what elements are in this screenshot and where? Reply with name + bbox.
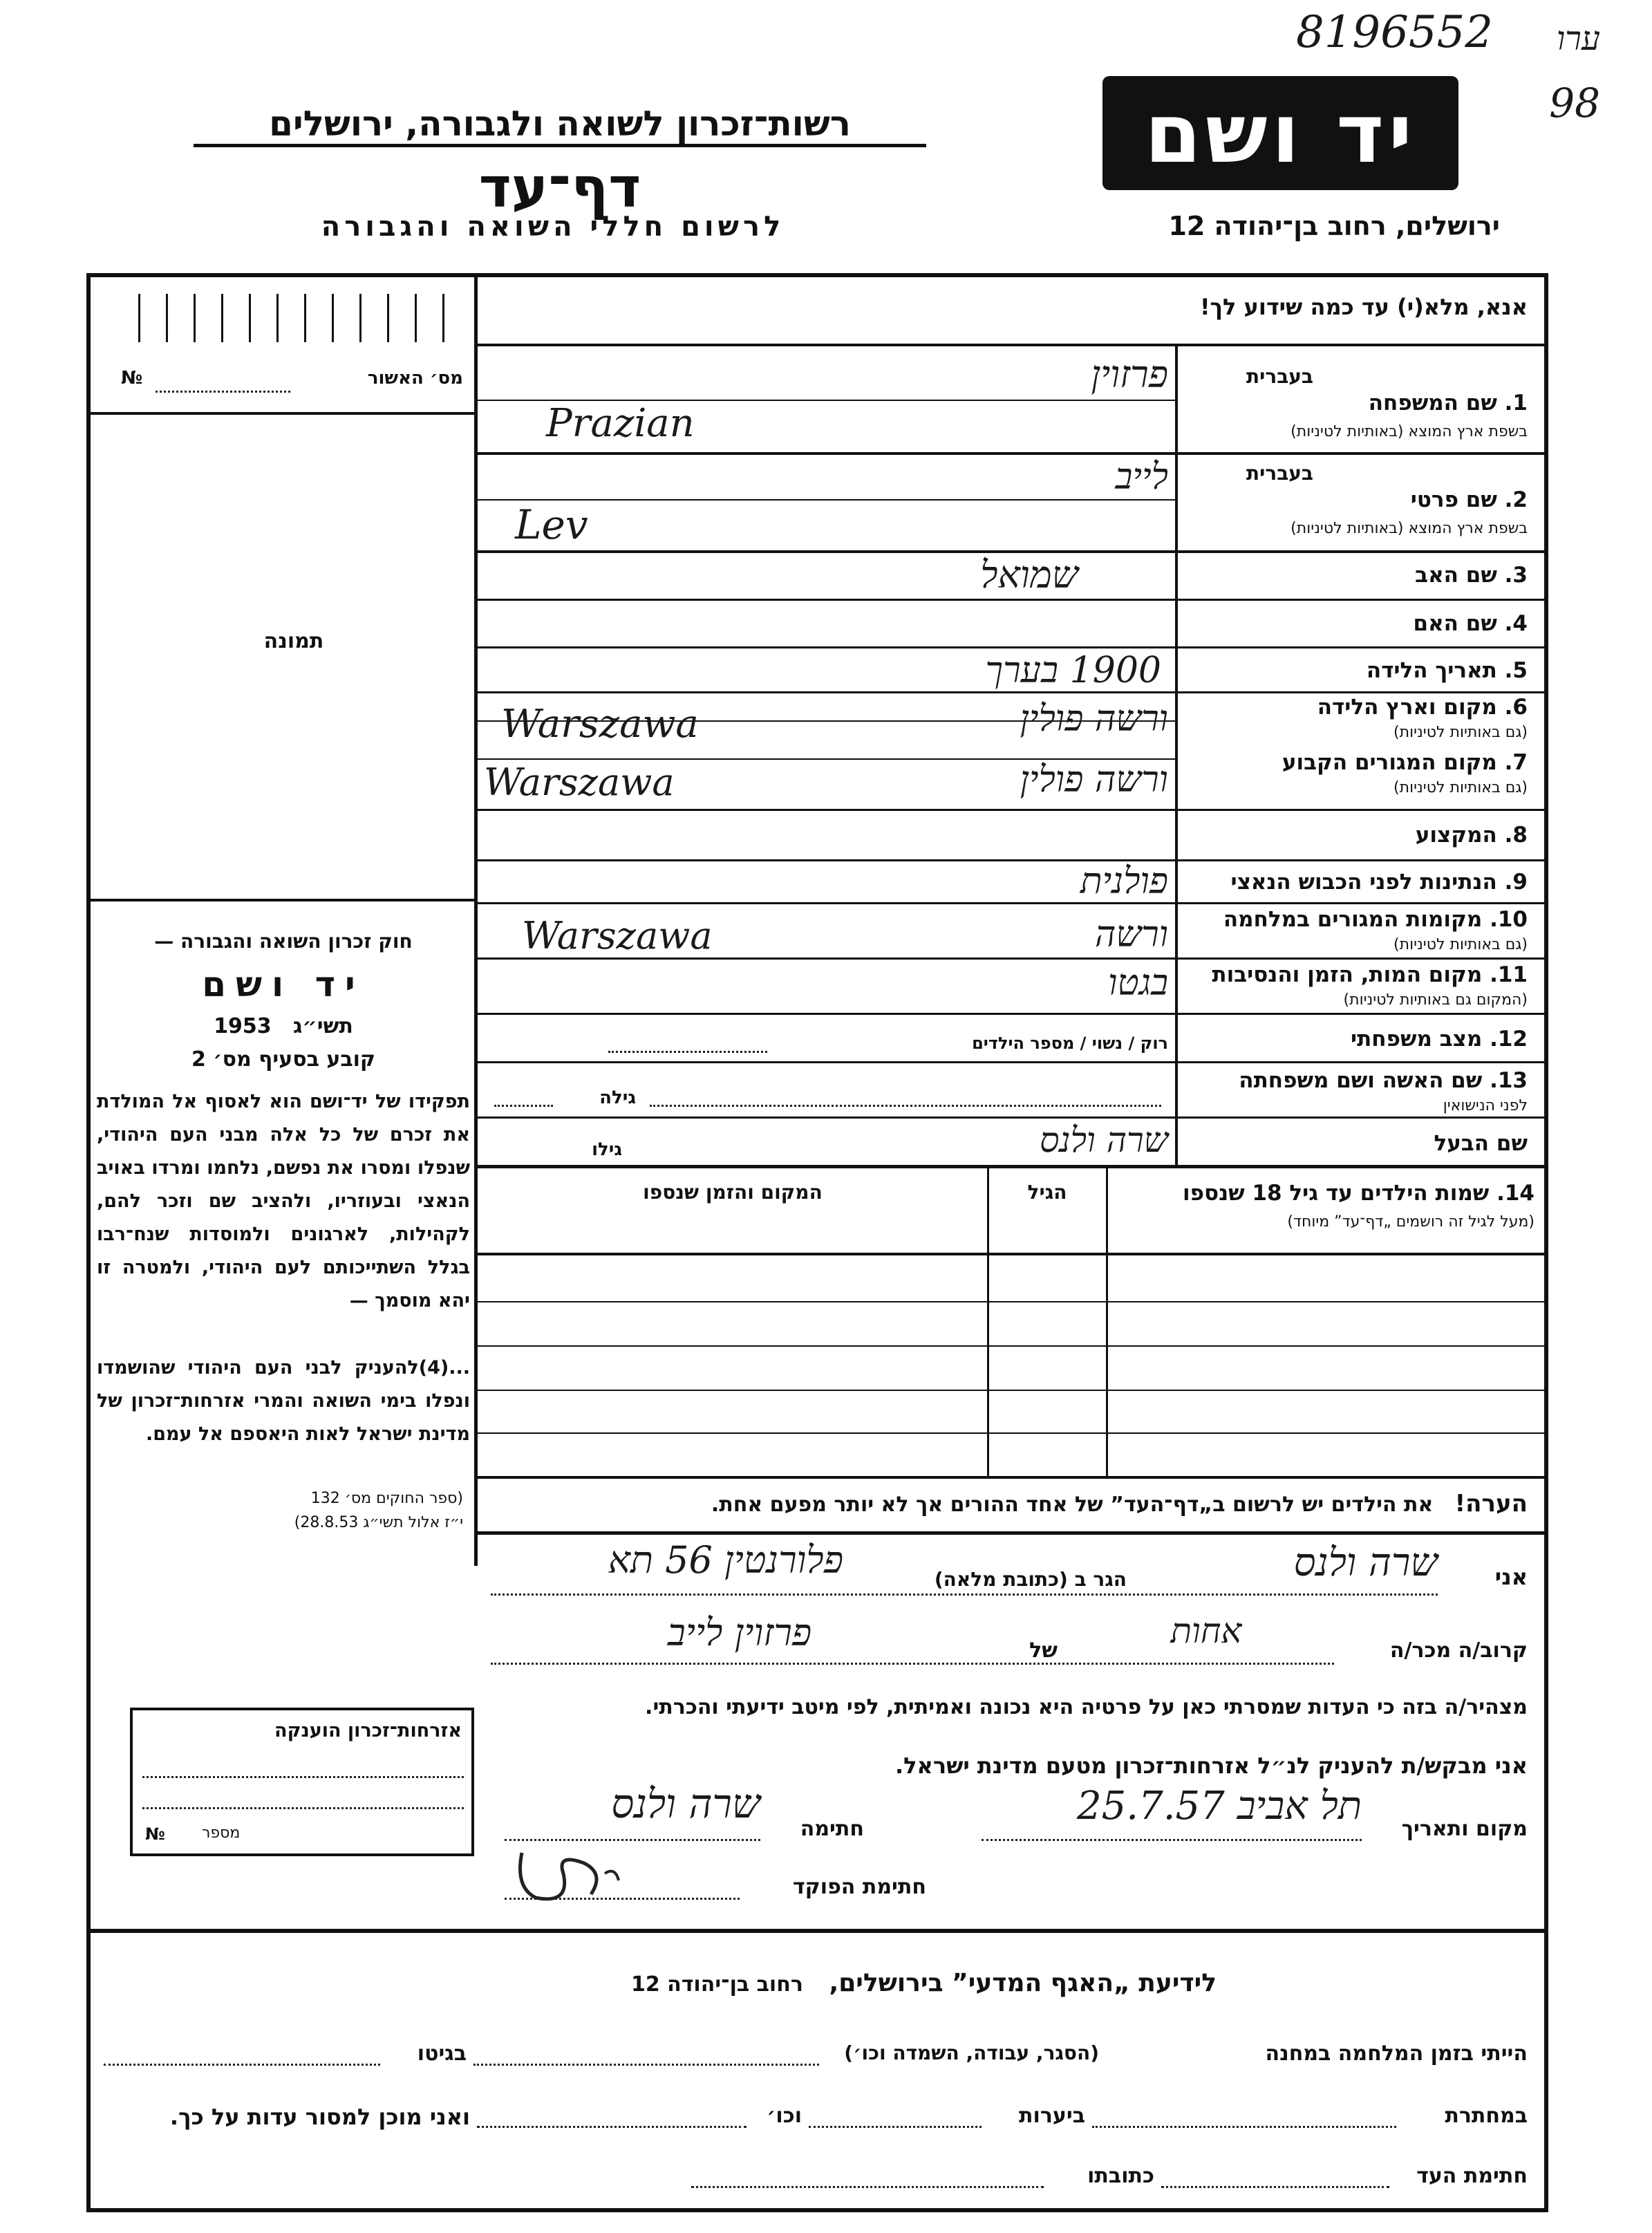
field-family-name-label: 1. שם המשפחה — [1368, 391, 1528, 415]
first-name-hebrew: לייב — [1115, 456, 1168, 498]
logo-text: יד ושם — [1144, 85, 1417, 181]
place-date-label: מקום ותאריך — [1401, 1817, 1528, 1841]
wife-sub: לפני הנישואין — [1443, 1097, 1528, 1114]
info-title-row — [484, 1969, 1217, 1997]
field-residence-label: 7. מקום המגורים הקבוע — [1282, 750, 1528, 775]
latin-also-7: (גם באותיות לטיניות) — [1393, 779, 1528, 796]
law-text: תפקידו של יד־ושם הוא לאסוף אל המולדת את זכרם של כל אלה מבני העם היהודי, שנפלו ומסרו את נפשם, נלחמו ומרדו באויב הנאצי ובעוזריו, ולהציב שם וזכר להם, לקהילות, לארגונים ולמוסדות שנח־רבו בגלל השתייכותם לעם היהודי, ולמטרה זו יהא מוסמך — — [97, 1091, 470, 1311]
residence: ורשה פולין — [1020, 759, 1168, 801]
husband-age-label: גילו — [592, 1139, 622, 1160]
law-clause: קובע בסעיף מס׳ 2 — [191, 1047, 376, 1072]
info-title: לידיעת „האגף המדעי” בירושלים, — [829, 1969, 1217, 1997]
decl-resident-label: הגר ב (כתובת מלאה) — [934, 1568, 1127, 1591]
info-line1-b: (הסגר, עבודה, השמדה וכו׳) — [844, 2042, 1099, 2064]
wife-age-label: גילה — [599, 1087, 636, 1108]
info-address: רחוב בן־יהודה 12 — [630, 1972, 803, 1997]
side-mark: 98 — [1549, 80, 1600, 127]
info-line2-d: ואני מוכן למסור עדות על כך. — [169, 2104, 470, 2130]
info-line2-b: ביערות — [1019, 2104, 1085, 2128]
ticks-row — [131, 294, 470, 346]
family-name-latin: Prazian — [546, 401, 695, 446]
yad-vashem-logo — [1102, 76, 1458, 190]
citizenship: פולנית — [1080, 861, 1168, 902]
death-sub: (המקום גם באותיות לטיניות) — [1343, 991, 1528, 1009]
info-line3-a: חתימת העד — [1416, 2164, 1528, 2188]
signature: שרה ולנס — [611, 1780, 760, 1827]
wartime-residence: ורשה — [1094, 914, 1168, 955]
header-address: ירושלים, רחוב בן־יהודה 12 — [1168, 211, 1500, 241]
first-name-latin: Lev — [515, 501, 588, 548]
authority-name: רשות־זכרון לשואה ולגבורה, ירושלים — [194, 104, 926, 147]
wartime-residence-latin: Warszawa — [522, 914, 713, 957]
children-sub: (מעל לגיל זה רושמים „דף־עד” מיוחד) — [1287, 1213, 1534, 1231]
law-year: תשי״ג 1953 — [214, 1014, 353, 1038]
citizenship-no-prefix: № — [145, 1824, 165, 1844]
note-label: הערה! — [1454, 1490, 1528, 1517]
field-husband-label: שם הבעל — [1434, 1131, 1528, 1156]
field-profession-label: 8. המקצוע — [1415, 823, 1528, 848]
approval-no-prefix: № — [121, 368, 143, 389]
citizenship-number-label: מספר — [202, 1824, 241, 1842]
info-line1-a: הייתי בזמן המלחמה במחנה — [1265, 2042, 1528, 2066]
husband-name: שרה ולנס — [1039, 1120, 1168, 1160]
birthplace-latin: Warszawa — [501, 702, 699, 747]
decl-request: אני מבקש/ת להעניק לנ״ל אזרחות־זכרון מטעם מדינת ישראל. — [895, 1753, 1528, 1779]
birthplace: ורשה פולין — [1020, 698, 1168, 740]
law-ref-2: י״ז אלול תשי״ג 28.8.53) — [294, 1514, 463, 1531]
children-col-place: המקום והזמן שנספו — [643, 1181, 823, 1204]
approval-label: מס׳ האשור — [367, 368, 463, 389]
field-marital-label: 12. מצב משפחתי — [1350, 1027, 1528, 1052]
decl-rel-name: פרזוין לייב — [667, 1611, 812, 1654]
info-line2-a: במחתרת — [1445, 2104, 1528, 2128]
info-line1-c: בגיטו — [417, 2042, 467, 2066]
photo-label: תמונה — [263, 629, 324, 653]
field-first-name-label: 2. שם פרטי — [1410, 487, 1528, 512]
children-col-age: הגיל — [1027, 1181, 1067, 1204]
decl-relative-label: קרוב/ה מכר/ה — [1389, 1638, 1528, 1663]
note-text: את הילדים יש לרשום ב„דף־העד” של אחד ההורים אך לא יותר מפעם אחת. — [711, 1493, 1434, 1517]
children-label: 14. שמות הילדים עד גיל 18 שנספו — [1183, 1181, 1534, 1206]
page-title: דף־עד — [478, 156, 641, 220]
decl-address: פלורנטין 56 תא — [608, 1538, 843, 1582]
citizenship-box — [130, 1708, 474, 1856]
marital-options: רוק / נשוי / מספר הילדים — [972, 1034, 1168, 1053]
lang-hebrew-2: בעברית — [1246, 462, 1313, 485]
family-name-hebrew: פרזוין — [1091, 353, 1168, 396]
field-wartime-residence-label: 10. מקומות המגורים במלחמה — [1223, 907, 1528, 932]
field-death-label: 11. מקום המות, הזמן והנסיבות — [1212, 962, 1528, 987]
decl-i: אני — [1494, 1564, 1528, 1590]
birthdate: 1900 בערך — [985, 650, 1161, 691]
residence-latin: Warszawa — [484, 760, 675, 804]
field-birthdate-label: 5. תאריך הלידה — [1366, 658, 1528, 683]
field-birthplace-label: 6. מקום וארץ הלידה — [1317, 695, 1528, 720]
law-title: חוק זכרון השואה והגבורה — — [154, 930, 413, 953]
signature-label: חתימה — [800, 1817, 864, 1841]
citizenship-box-title: אזרחות־זכרון הוענקה — [274, 1720, 462, 1741]
lang-origin-2: בשפת ארץ המוצא (באותיות לטיניות) — [1290, 520, 1528, 537]
decl-relation: אחות — [1170, 1611, 1242, 1651]
page-subtitle: לרשום חללי השואה והגבורה — [321, 211, 785, 243]
lang-hebrew-1: בעברית — [1246, 365, 1313, 388]
death-place: בגטו — [1108, 962, 1168, 1004]
decl-of: של — [1029, 1638, 1058, 1663]
field-mother-label: 4. שם האם — [1413, 611, 1528, 636]
field-wife-label: 13. שם האשה ושם משפחתה — [1239, 1068, 1528, 1093]
law-name: יד ושם — [202, 964, 365, 1005]
info-line2-c: וכו׳ — [767, 2104, 802, 2128]
info-line3-b: כתובתו — [1087, 2164, 1154, 2188]
lang-origin-1: בשפת ארץ המוצא (באותיות לטיניות) — [1290, 423, 1528, 440]
note-row — [484, 1490, 1528, 1517]
officer-label: חתימת הפוקד — [793, 1875, 926, 1899]
form-instruction: אנא, מלא(י) עד כמה שידוע לך! — [1199, 294, 1528, 320]
decl-statement: מצהיר/ה בזה כי העדות שמסרתי כאן על פרטיה היא נכונה ואמיתית, לפי מיטב ידיעתי והכרתי. — [645, 1695, 1528, 1719]
place-date: תל אביב 25.7.57 — [1077, 1784, 1362, 1829]
law-text-2: ...(4)להעניק לבני העם היהודי שהושמדו ונפלו בימי השואה והמרי אזרחות־זכרון של מדינת ישראל לאות היאספם אל עמם. — [97, 1357, 470, 1445]
latin-also-10: (גם באותיות לטיניות) — [1393, 936, 1528, 953]
field-father-label: 3. שם האב — [1415, 563, 1528, 588]
father-name: שמואל — [980, 553, 1078, 597]
decl-name: שרה ולנס — [1293, 1540, 1438, 1585]
field-citizenship-label: 9. הנתינות לפני הכבוש הנאצי — [1230, 870, 1528, 895]
law-ref: (ספר החוקים מס׳ 132 — [310, 1490, 463, 1507]
archive-tag: ערו — [1556, 19, 1600, 58]
latin-also-6: (גם באותיות לטיניות) — [1393, 724, 1528, 741]
archive-number: 8196552 — [1295, 7, 1493, 58]
